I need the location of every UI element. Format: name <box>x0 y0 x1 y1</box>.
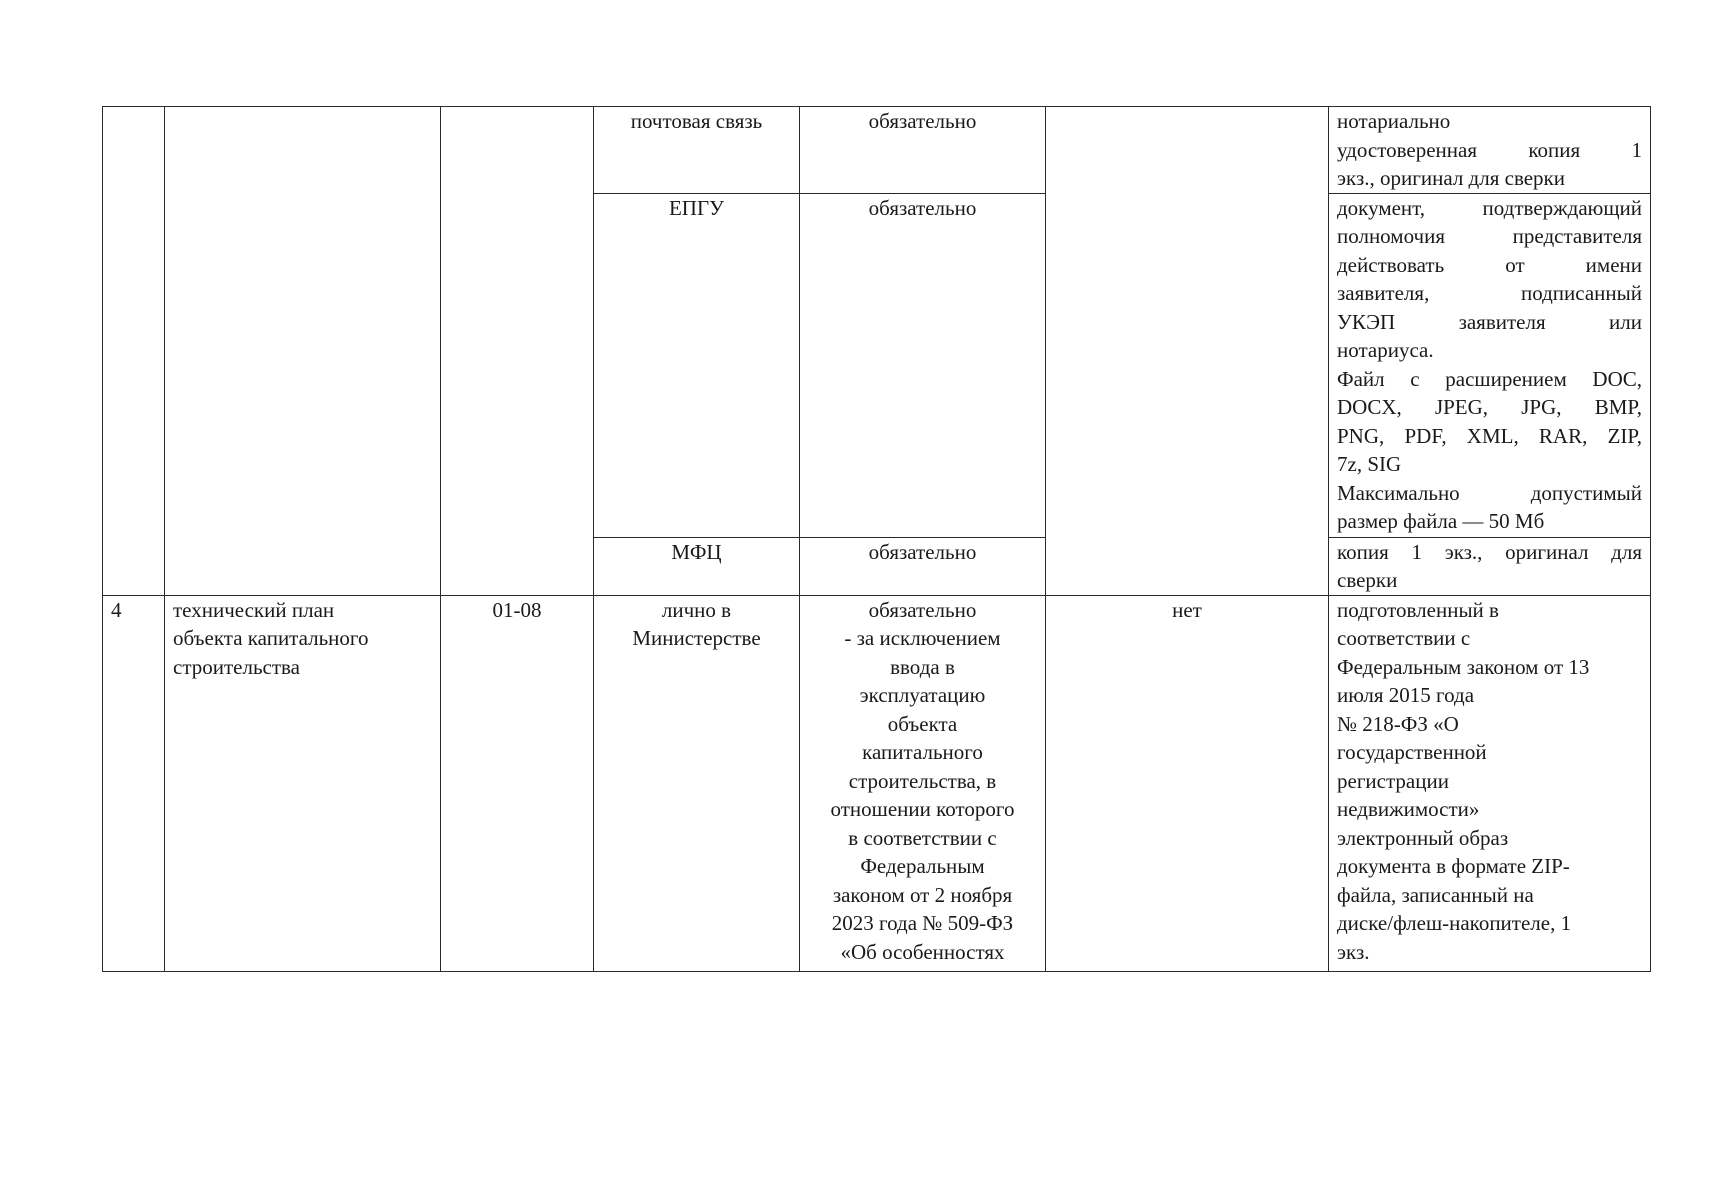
requirement-line: PNG, PDF, XML, RAR, ZIP, <box>1337 423 1642 448</box>
row-number-cell: 4 <box>103 595 165 971</box>
requirement-line: удостоверенная копия 1 <box>1337 137 1642 162</box>
requirement-line: регистрации <box>1337 768 1449 793</box>
requirement-line: Максимально допустимый <box>1337 480 1642 505</box>
requirement-line: размер файла — 50 Мб <box>1337 509 1545 533</box>
interdepartmental-cell: нет <box>1046 595 1329 971</box>
requirement-line: экз., оригинал для сверки <box>1337 166 1565 190</box>
status-line: объекта <box>887 711 958 736</box>
document-name-line: строительства <box>173 654 301 679</box>
status-line: в соответствии с <box>848 825 997 850</box>
requirement-line: нотариально <box>1337 109 1451 133</box>
requirement-line: заявителя, подписанный <box>1337 281 1642 305</box>
requirement-line: Федеральным законом от 13 <box>1337 654 1590 679</box>
requirement-line: недвижимости» <box>1337 797 1480 821</box>
requirement-line: файла, записанный на <box>1337 882 1534 907</box>
requirement-line: DOCX, JPEG, JPG, BMP, <box>1337 395 1642 419</box>
requirement-line: подготовленный в <box>1337 597 1499 622</box>
code-cell <box>441 107 594 596</box>
status-line: отношении которого <box>830 797 1015 821</box>
requirement-line: действовать от имени <box>1337 252 1642 277</box>
requirement-line: Файл с расширением DOC, <box>1337 366 1642 391</box>
status-line: строительства, в <box>848 768 997 793</box>
requirement-status-cell: обязательно <box>800 537 1046 595</box>
requirement-line: государственной <box>1337 740 1487 764</box>
status-line: законом от 2 ноября <box>832 882 1013 907</box>
table-row <box>103 595 1651 971</box>
status-line: «Об особенностях <box>840 939 1005 964</box>
documents-table <box>102 106 1651 972</box>
requirement-line: экз. <box>1337 939 1370 964</box>
requirement-line: июля 2015 года <box>1337 683 1475 707</box>
status-line: капитального <box>862 740 983 764</box>
method-line: лично в <box>661 597 732 622</box>
status-line: Федеральным <box>860 854 985 878</box>
requirement-line: соответствии с <box>1337 626 1471 650</box>
document-requirements-cell <box>1329 107 1651 194</box>
document-name-cell <box>165 595 441 971</box>
requirement-line: сверки <box>1337 568 1398 592</box>
interdepartmental-cell <box>1046 107 1329 596</box>
document-requirements-cell <box>1329 537 1651 595</box>
submission-method-cell: почтовая связь <box>594 107 800 194</box>
submission-method-cell: МФЦ <box>594 537 800 595</box>
requirement-line: полномочия представителя <box>1337 224 1642 248</box>
status-line: ввода в <box>890 654 955 679</box>
submission-method-cell <box>594 595 800 971</box>
status-line: 2023 года № 509-ФЗ <box>831 911 1014 935</box>
status-line: - за исключением <box>844 626 1001 650</box>
method-line: Министерстве <box>632 626 761 650</box>
requirement-line: копия 1 экз., оригинал для <box>1337 539 1642 564</box>
document-requirements-cell <box>1329 193 1651 537</box>
status-line: эксплуатацию <box>859 683 986 707</box>
requirement-line: электронный образ <box>1337 825 1509 850</box>
document-name-line: объекта капитального <box>173 626 369 650</box>
document-name-cell <box>165 107 441 596</box>
requirement-status-cell <box>800 595 1046 971</box>
requirement-line: 7z, SIG <box>1337 452 1402 476</box>
document-name-line: технический план <box>173 597 335 622</box>
requirement-line: нотариуса. <box>1337 338 1434 362</box>
row-number-cell <box>103 107 165 596</box>
submission-method-cell: ЕПГУ <box>594 193 800 537</box>
requirement-line: диске/флеш-накопителе, 1 <box>1337 911 1572 935</box>
requirement-line: УКЭП заявителя или <box>1337 309 1642 334</box>
requirement-status-cell: обязательно <box>800 193 1046 537</box>
table-row <box>103 107 1651 194</box>
requirement-line: документ, подтверждающий <box>1337 195 1642 220</box>
requirement-line: № 218-ФЗ «О <box>1337 711 1459 736</box>
status-line: обязательно <box>868 597 977 622</box>
requirement-status-cell: обязательно <box>800 107 1046 194</box>
document-requirements-cell <box>1329 595 1651 971</box>
requirement-line: документа в формате ZIP- <box>1337 854 1570 878</box>
code-cell: 01-08 <box>441 595 594 971</box>
